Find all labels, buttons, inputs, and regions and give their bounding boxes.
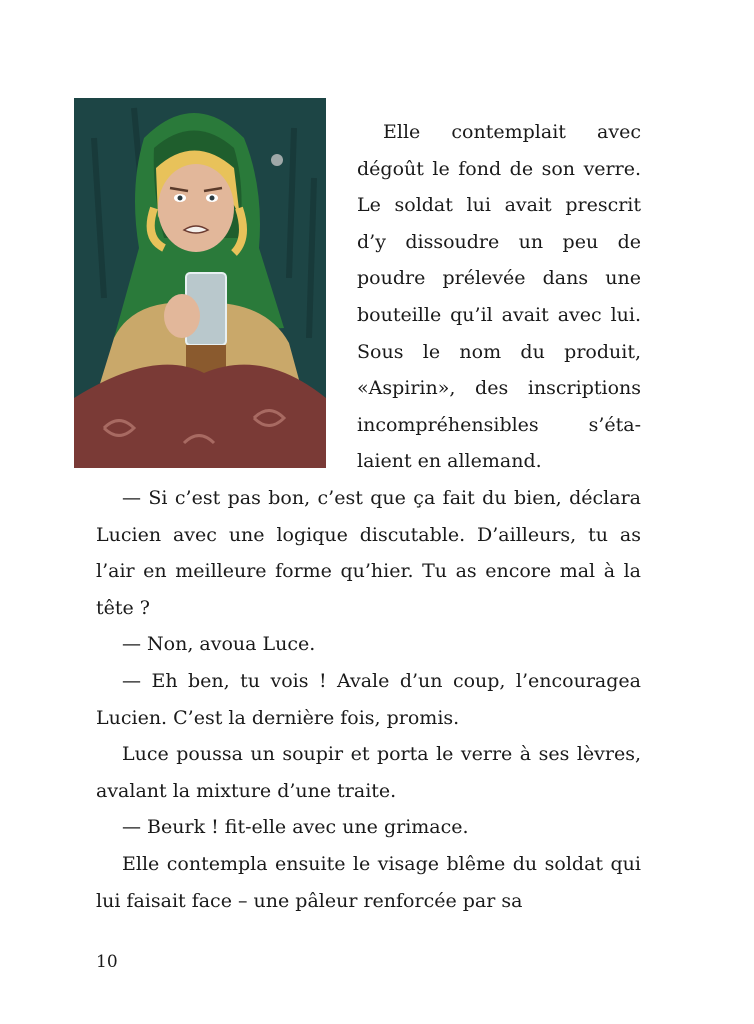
page-number: 10 — [96, 952, 118, 972]
paragraph: — Beurk ! fit-elle avec une grimace. — [122, 816, 469, 839]
chapter-illustration — [74, 98, 326, 468]
paragraph: Luce poussa un soupir et porta le verre à ses lèvres, avalant la mixture d’une traite. — [96, 743, 641, 802]
girl-with-glass-illustration — [74, 98, 326, 468]
paragraph: — Si c’est pas bon, c’est que ça fait du bien, déclara Lucien avec une logique discutable. D’ailleurs, tu as l’air en meilleure forme qu’hier. Tu as encore mal à la tête ? — [96, 487, 641, 619]
paragraph: — Eh ben, tu vois ! Avale d’un coup, l’encouragea Lucien. C’est la dernière fois, promis. — [96, 669, 641, 729]
illustrated-column-text — [357, 114, 641, 480]
body-text — [96, 480, 641, 919]
paragraph: Elle contemplait avec dégoût le fond de son verre. Le soldat lui avait prescrit d’y dissoudre un peu de poudre prélevée dans une bouteille qu’il avait avec lui. Sous le nom du produit, «Aspirin», des inscriptions incompréhensibles s’étalaient en allemand. — [357, 121, 641, 473]
paragraph: Elle contempla ensuite le visage blême du soldat qui lui faisait face – une pâleur renforcée par sa — [96, 852, 641, 912]
paragraph: — Non, avoua Luce. — [122, 633, 316, 656]
